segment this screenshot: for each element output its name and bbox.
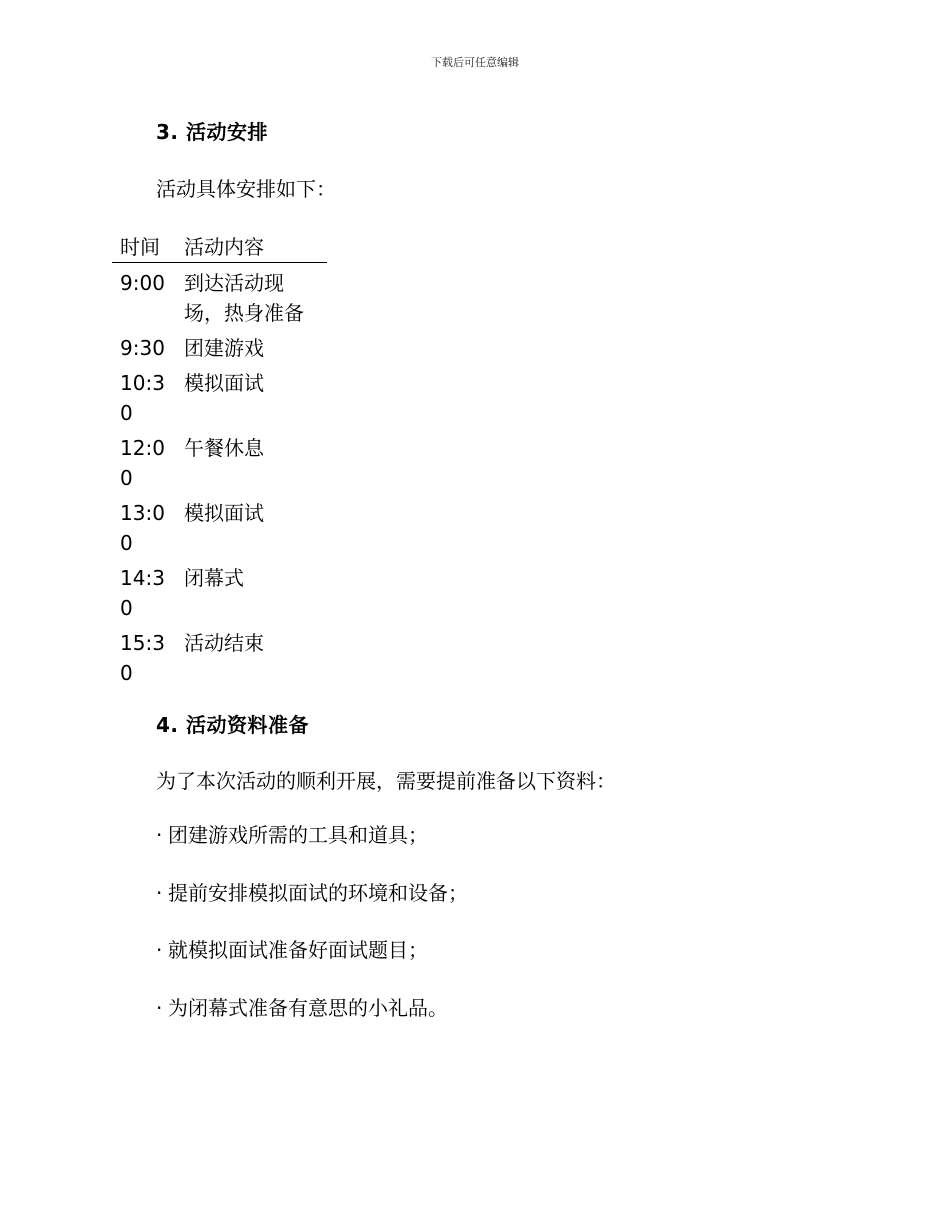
row-content: 团建游戏 — [184, 336, 264, 360]
list-item — [156, 878, 468, 936]
table-row — [112, 433, 332, 493]
section-heading-schedule: 3. 活动安排 — [156, 120, 268, 144]
section-heading-materials: 4. 活动资料准备 — [156, 713, 309, 737]
row-content: 模拟面试 — [184, 501, 264, 525]
list-item — [156, 935, 468, 993]
row-time: 12:00 — [120, 436, 165, 490]
table-row — [112, 498, 332, 558]
row-content: 午餐休息 — [184, 436, 264, 460]
row-time: 13:00 — [120, 501, 165, 555]
table-row — [112, 268, 332, 328]
row-content: 活动结束 — [184, 631, 264, 655]
list-item-text: 就模拟面试准备好面试题目； — [168, 938, 428, 962]
row-time: 9:00 — [120, 271, 165, 295]
row-time: 14:30 — [120, 566, 165, 620]
schedule-table — [112, 232, 332, 688]
bullet-icon: · — [156, 880, 163, 905]
table-row — [112, 563, 332, 623]
schedule-table-header — [112, 232, 327, 263]
table-row — [112, 628, 332, 688]
row-content: 闭幕式 — [184, 566, 244, 590]
column-header-content: 活动内容 — [184, 235, 264, 259]
bullet-icon: · — [156, 995, 163, 1020]
table-row — [112, 333, 332, 363]
row-time: 10:30 — [120, 371, 165, 425]
page-header-note: 下载后可任意编辑 — [431, 56, 519, 69]
column-header-time: 时间 — [120, 235, 160, 259]
table-row — [112, 368, 332, 428]
row-content: 模拟面试 — [184, 371, 264, 395]
row-time: 15:30 — [120, 631, 165, 685]
list-item-text: 提前安排模拟面试的环境和设备； — [168, 880, 468, 905]
list-item — [156, 993, 468, 1051]
row-content: 到达活动现场，热身准备 — [184, 271, 304, 325]
list-item-text: 为闭幕式准备有意思的小礼品。 — [168, 995, 448, 1020]
schedule-intro-text: 活动具体安排如下： — [156, 177, 336, 201]
row-time: 9:30 — [120, 336, 165, 360]
bullet-icon: · — [156, 938, 163, 962]
materials-list — [156, 820, 468, 1050]
list-item — [156, 820, 468, 878]
materials-intro-text: 为了本次活动的顺利开展，需要提前准备以下资料： — [156, 769, 616, 793]
bullet-icon: · — [156, 823, 163, 847]
list-item-text: 团建游戏所需的工具和道具； — [168, 823, 428, 847]
